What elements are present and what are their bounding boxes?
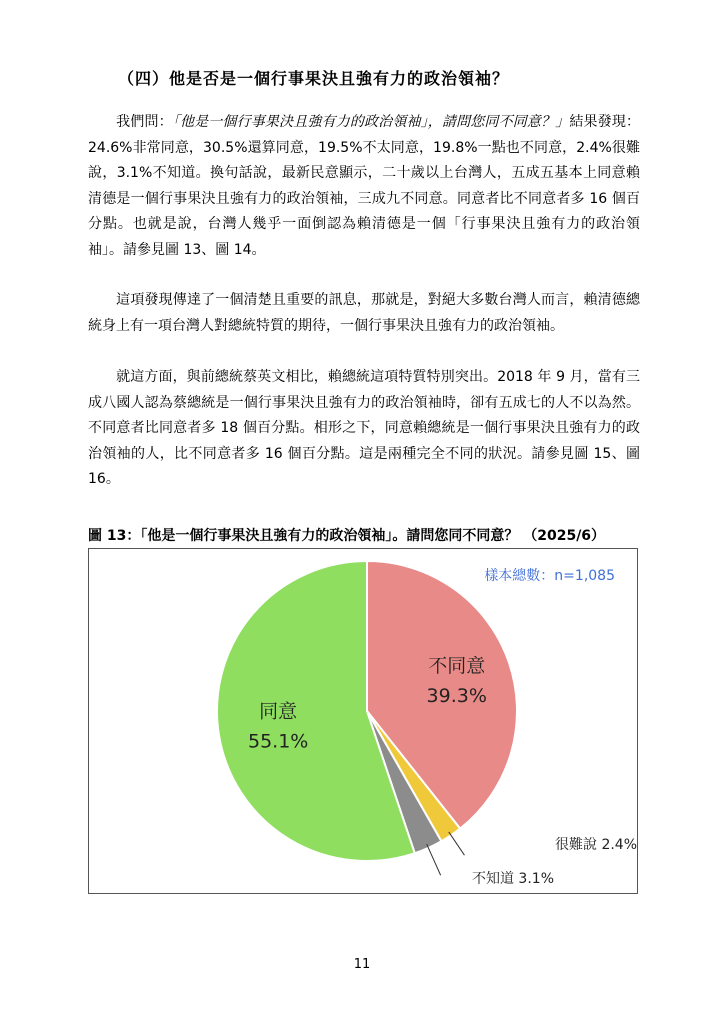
slice-outside-label-1: 很難說 2.4%	[555, 837, 637, 853]
paragraph-1-intro: 我們問：	[116, 114, 173, 130]
figure-caption: 圖 13：「他是一個行事果決且強有力的政治領袖」。請問您同不同意？ （2025/6）	[88, 528, 606, 544]
slice-label-0: 不同意	[428, 654, 486, 677]
sample-size-label: 樣本總數：n=1,085	[484, 568, 615, 584]
slice-label-3: 同意	[259, 700, 298, 723]
paragraph-3-text: 就這方面，與前總統蔡英文相比，賴總統這項特質特別突出。2018 年 9 月，當有三成八國人認為蔡總統是一個行事果決且強有力的政治領袖時，卻有五成七的人不以為然。不同意者比同意者多 18 個百分點。相形之下，同意賴總統是一個行事果決且強有力的政治領袖的人，比不同意者多 16 個百分點。這是兩種完全不同的狀況。請參見圖 15、圖 16。	[88, 369, 640, 487]
page-number: 11	[353, 957, 371, 972]
paragraph-2-text: 這項發現傳達了一個清楚且重要的訊息，那就是，對絕大多數台灣人而言，賴清德總統身上有一項台灣人對總統特質的期待，一個行事果決且強有力的政治領袖。	[88, 292, 640, 334]
slice-outside-label-2: 不知道 3.1%	[471, 871, 555, 887]
survey-question-quote: 「他是一個行事果決且強有力的政治領袖」，請問您同不同意？」	[172, 114, 570, 130]
paragraph-1	[88, 110, 640, 263]
pie-chart-frame	[88, 548, 638, 894]
paragraph-2	[88, 288, 640, 339]
slice-value-0: 39.3%	[426, 684, 487, 707]
slice-value-3: 55.1%	[247, 730, 309, 753]
leader-line-2	[427, 844, 441, 875]
pie-chart	[89, 549, 637, 893]
paragraph-3	[88, 365, 640, 493]
section-heading: （四）他是否是一個行事果決且強有力的政治領袖？	[118, 69, 510, 88]
paragraph-1-body: 結果發現：24.6%非常同意，30.5%還算同意，19.5%不太同意，19.8%一點也不同意，2.4%很難說，3.1%不知道。換句話說，最新民意顯示，二十歲以上台灣人，五成五基本上同意賴清德是一個行事果決且強有力的政治領袖，三成九不同意。同意者比不同意者多 16 個百分點。也就是說，台灣人幾乎一面倒認為賴清德是一個「行事果決且強有力的政治領袖」。請參見圖 13、圖 14。	[88, 114, 641, 258]
leader-line-1	[449, 832, 465, 855]
